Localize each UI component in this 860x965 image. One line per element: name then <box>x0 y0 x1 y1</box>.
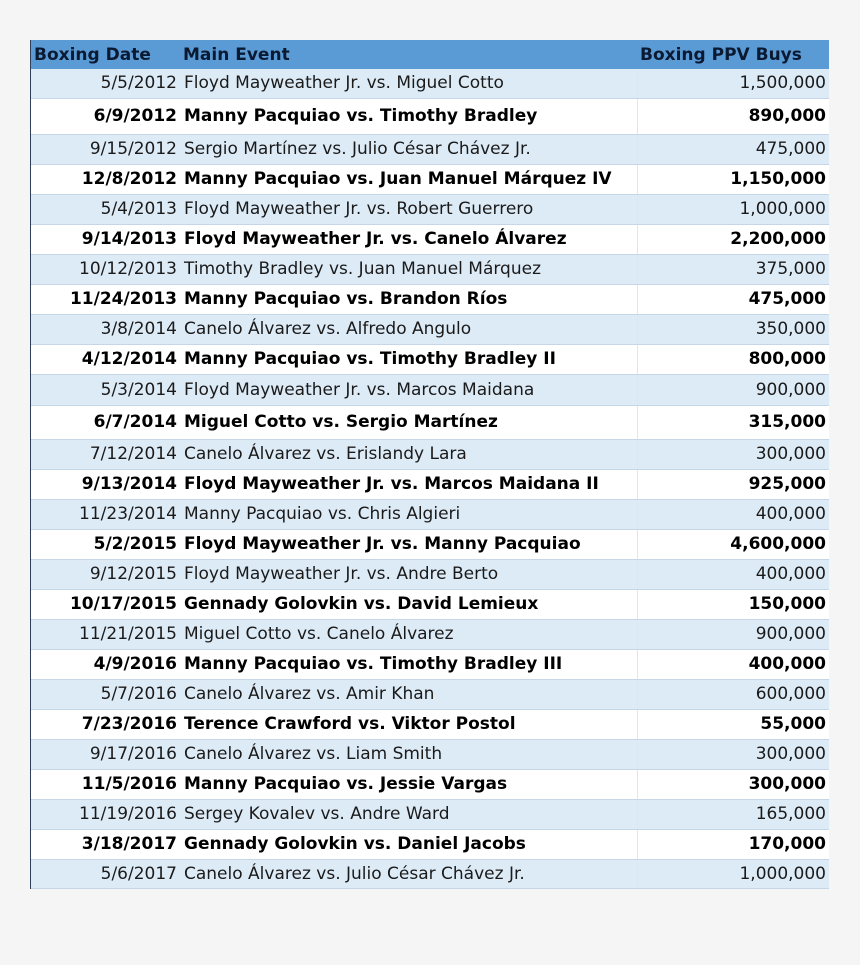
table-row <box>31 859 829 888</box>
cell-main-event[interactable]: Miguel Cotto vs. Canelo Álvarez <box>180 619 637 649</box>
cell-boxing-date[interactable]: 12/8/2012 <box>31 164 180 194</box>
cell-ppv-buys[interactable]: 165,000 <box>637 799 829 829</box>
cell-main-event[interactable]: Floyd Mayweather Jr. vs. Andre Berto <box>180 559 637 589</box>
cell-main-event[interactable]: Floyd Mayweather Jr. vs. Marcos Maidana II <box>180 469 637 499</box>
cell-boxing-date[interactable]: 11/23/2014 <box>31 499 180 529</box>
cell-ppv-buys[interactable]: 4,600,000 <box>637 529 829 559</box>
cell-ppv-buys[interactable]: 400,000 <box>637 559 829 589</box>
cell-main-event[interactable]: Manny Pacquiao vs. Chris Algieri <box>180 499 637 529</box>
table-row <box>31 709 829 739</box>
cell-boxing-date[interactable]: 11/21/2015 <box>31 619 180 649</box>
cell-ppv-buys[interactable]: 170,000 <box>637 829 829 859</box>
cell-boxing-date[interactable]: 5/6/2017 <box>31 859 180 888</box>
table-row <box>31 284 829 314</box>
table-body <box>31 69 829 888</box>
cell-ppv-buys[interactable]: 1,150,000 <box>637 164 829 194</box>
cell-ppv-buys[interactable]: 600,000 <box>637 679 829 709</box>
ppv-spreadsheet <box>30 40 829 889</box>
cell-boxing-date[interactable]: 10/17/2015 <box>31 589 180 619</box>
table-row <box>31 254 829 284</box>
header-main-event[interactable]: Main Event <box>180 40 637 69</box>
table-row <box>31 98 829 134</box>
cell-boxing-date[interactable]: 9/14/2013 <box>31 224 180 254</box>
cell-main-event[interactable]: Sergey Kovalev vs. Andre Ward <box>180 799 637 829</box>
table-row <box>31 164 829 194</box>
header-boxing-date[interactable]: Boxing Date <box>31 40 180 69</box>
cell-ppv-buys[interactable]: 300,000 <box>637 769 829 799</box>
cell-boxing-date[interactable]: 11/19/2016 <box>31 799 180 829</box>
cell-ppv-buys[interactable]: 375,000 <box>637 254 829 284</box>
cell-ppv-buys[interactable]: 1,000,000 <box>637 194 829 224</box>
cell-boxing-date[interactable]: 9/15/2012 <box>31 134 180 164</box>
cell-boxing-date[interactable]: 4/12/2014 <box>31 344 180 374</box>
cell-ppv-buys[interactable]: 400,000 <box>637 499 829 529</box>
table-row <box>31 649 829 679</box>
cell-ppv-buys[interactable]: 300,000 <box>637 439 829 469</box>
cell-boxing-date[interactable]: 3/18/2017 <box>31 829 180 859</box>
cell-main-event[interactable]: Manny Pacquiao vs. Timothy Bradley II <box>180 344 637 374</box>
table-row <box>31 439 829 469</box>
cell-ppv-buys[interactable]: 1,500,000 <box>637 69 829 98</box>
cell-ppv-buys[interactable]: 890,000 <box>637 98 829 134</box>
table-row <box>31 559 829 589</box>
table-row <box>31 469 829 499</box>
cell-main-event[interactable]: Canelo Álvarez vs. Amir Khan <box>180 679 637 709</box>
table-row <box>31 619 829 649</box>
table-row <box>31 499 829 529</box>
cell-main-event[interactable]: Floyd Mayweather Jr. vs. Robert Guerrero <box>180 194 637 224</box>
cell-ppv-buys[interactable]: 300,000 <box>637 739 829 769</box>
cell-ppv-buys[interactable]: 400,000 <box>637 649 829 679</box>
table-row <box>31 194 829 224</box>
header-ppv-buys[interactable]: Boxing PPV Buys <box>637 40 829 69</box>
cell-boxing-date[interactable]: 4/9/2016 <box>31 649 180 679</box>
table-row <box>31 589 829 619</box>
table-row <box>31 344 829 374</box>
cell-main-event[interactable]: Gennady Golovkin vs. David Lemieux <box>180 589 637 619</box>
cell-boxing-date[interactable]: 5/2/2015 <box>31 529 180 559</box>
cell-boxing-date[interactable]: 5/5/2012 <box>31 69 180 98</box>
cell-main-event[interactable]: Terence Crawford vs. Viktor Postol <box>180 709 637 739</box>
cell-boxing-date[interactable]: 5/4/2013 <box>31 194 180 224</box>
cell-ppv-buys[interactable]: 150,000 <box>637 589 829 619</box>
cell-main-event[interactable]: Timothy Bradley vs. Juan Manuel Márquez <box>180 254 637 284</box>
cell-boxing-date[interactable]: 6/9/2012 <box>31 98 180 134</box>
table-row <box>31 374 829 405</box>
cell-boxing-date[interactable]: 5/7/2016 <box>31 679 180 709</box>
cell-boxing-date[interactable]: 11/24/2013 <box>31 284 180 314</box>
cell-boxing-date[interactable]: 11/5/2016 <box>31 769 180 799</box>
cell-ppv-buys[interactable]: 900,000 <box>637 619 829 649</box>
cell-ppv-buys[interactable]: 800,000 <box>637 344 829 374</box>
ppv-table <box>31 40 829 889</box>
table-row <box>31 405 829 439</box>
cell-boxing-date[interactable]: 9/12/2015 <box>31 559 180 589</box>
table-row <box>31 134 829 164</box>
cell-main-event[interactable]: Miguel Cotto vs. Sergio Martínez <box>180 405 637 439</box>
cell-main-event[interactable]: Floyd Mayweather Jr. vs. Marcos Maidana <box>180 374 637 405</box>
table-row <box>31 69 829 98</box>
cell-main-event[interactable]: Sergio Martínez vs. Julio César Chávez Jr. <box>180 134 637 164</box>
cell-main-event[interactable]: Manny Pacquiao vs. Timothy Bradley III <box>180 649 637 679</box>
cell-main-event[interactable]: Gennady Golovkin vs. Daniel Jacobs <box>180 829 637 859</box>
cell-main-event[interactable]: Manny Pacquiao vs. Juan Manuel Márquez IV <box>180 164 637 194</box>
cell-main-event[interactable]: Manny Pacquiao vs. Brandon Ríos <box>180 284 637 314</box>
cell-main-event[interactable]: Floyd Mayweather Jr. vs. Canelo Álvarez <box>180 224 637 254</box>
table-row <box>31 739 829 769</box>
cell-main-event[interactable]: Floyd Mayweather Jr. vs. Manny Pacquiao <box>180 529 637 559</box>
cell-boxing-date[interactable]: 7/23/2016 <box>31 709 180 739</box>
cell-main-event[interactable]: Canelo Álvarez vs. Alfredo Angulo <box>180 314 637 344</box>
cell-ppv-buys[interactable]: 925,000 <box>637 469 829 499</box>
cell-main-event[interactable]: Manny Pacquiao vs. Timothy Bradley <box>180 98 637 134</box>
cell-ppv-buys[interactable]: 900,000 <box>637 374 829 405</box>
cell-boxing-date[interactable]: 5/3/2014 <box>31 374 180 405</box>
cell-ppv-buys[interactable]: 350,000 <box>637 314 829 344</box>
cell-ppv-buys[interactable]: 1,000,000 <box>637 859 829 888</box>
cell-main-event[interactable]: Canelo Álvarez vs. Julio César Chávez Jr. <box>180 859 637 888</box>
table-row <box>31 529 829 559</box>
table-row <box>31 314 829 344</box>
table-row <box>31 829 829 859</box>
cell-boxing-date[interactable]: 9/17/2016 <box>31 739 180 769</box>
cell-main-event[interactable]: Manny Pacquiao vs. Jessie Vargas <box>180 769 637 799</box>
cell-main-event[interactable]: Canelo Álvarez vs. Liam Smith <box>180 739 637 769</box>
cell-boxing-date[interactable]: 10/12/2013 <box>31 254 180 284</box>
header-row <box>31 40 829 69</box>
cell-ppv-buys[interactable]: 2,200,000 <box>637 224 829 254</box>
cell-boxing-date[interactable]: 9/13/2014 <box>31 469 180 499</box>
cell-ppv-buys[interactable]: 475,000 <box>637 284 829 314</box>
cell-boxing-date[interactable]: 3/8/2014 <box>31 314 180 344</box>
table-row <box>31 679 829 709</box>
cell-boxing-date[interactable]: 7/12/2014 <box>31 439 180 469</box>
cell-ppv-buys[interactable]: 475,000 <box>637 134 829 164</box>
cell-ppv-buys[interactable]: 315,000 <box>637 405 829 439</box>
cell-boxing-date[interactable]: 6/7/2014 <box>31 405 180 439</box>
cell-main-event[interactable]: Floyd Mayweather Jr. vs. Miguel Cotto <box>180 69 637 98</box>
table-row <box>31 799 829 829</box>
table-row <box>31 769 829 799</box>
cell-ppv-buys[interactable]: 55,000 <box>637 709 829 739</box>
table-row <box>31 224 829 254</box>
cell-main-event[interactable]: Canelo Álvarez vs. Erislandy Lara <box>180 439 637 469</box>
